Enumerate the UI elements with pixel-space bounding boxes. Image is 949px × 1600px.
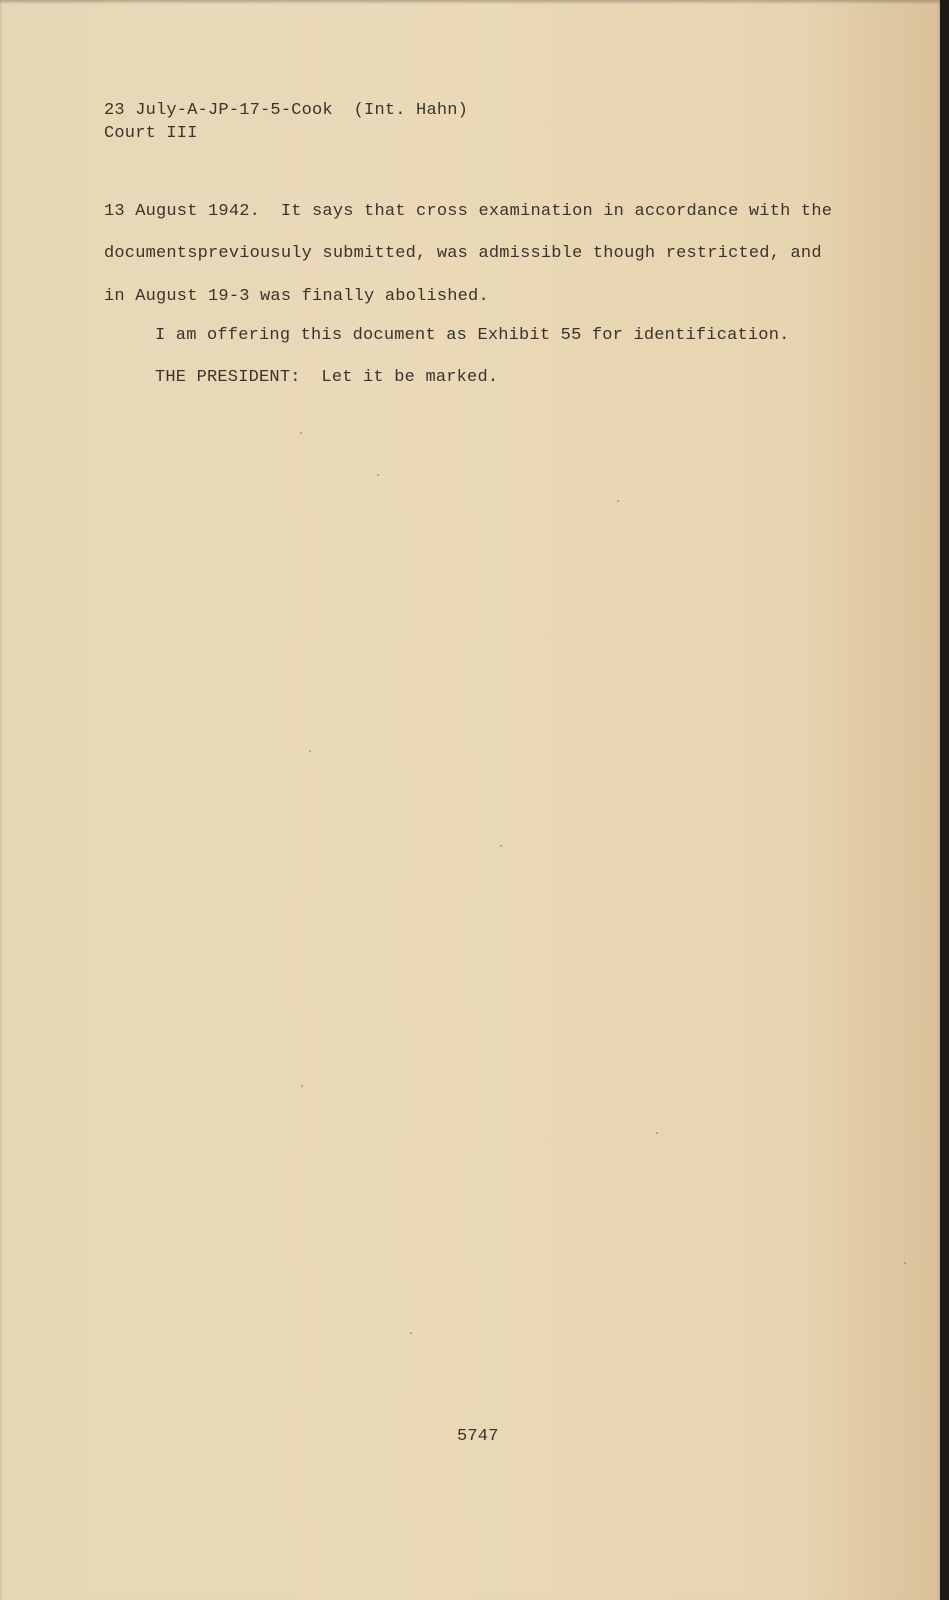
paper-speck xyxy=(377,474,379,476)
paper-speck xyxy=(617,500,619,502)
paper-speck xyxy=(309,750,311,752)
body-text-line: documentspreviousuly submitted, was admissible though restricted, and xyxy=(104,244,822,263)
page-number: 5747 xyxy=(457,1427,499,1446)
body-text-line: 13 August 1942. It says that cross examination in accordance with the xyxy=(104,202,833,221)
paper-speck xyxy=(500,845,502,847)
paper-speck xyxy=(904,1262,906,1264)
paper-speck xyxy=(410,1332,412,1334)
body-text-line: I am offering this document as Exhibit 55 for identification. xyxy=(155,326,790,345)
body-text-line: in August 19-3 was finally abolished. xyxy=(104,287,489,306)
paper-speck xyxy=(301,1085,303,1087)
scan-border xyxy=(940,0,949,1600)
paper-speck xyxy=(656,1132,658,1134)
president-statement-line: THE PRESIDENT: Let it be marked. xyxy=(155,368,499,387)
paper-speck xyxy=(300,432,302,434)
header-court-line: Court III xyxy=(104,124,198,143)
header-session-line: 23 July-A-JP-17-5-Cook (Int. Hahn) xyxy=(104,101,469,120)
